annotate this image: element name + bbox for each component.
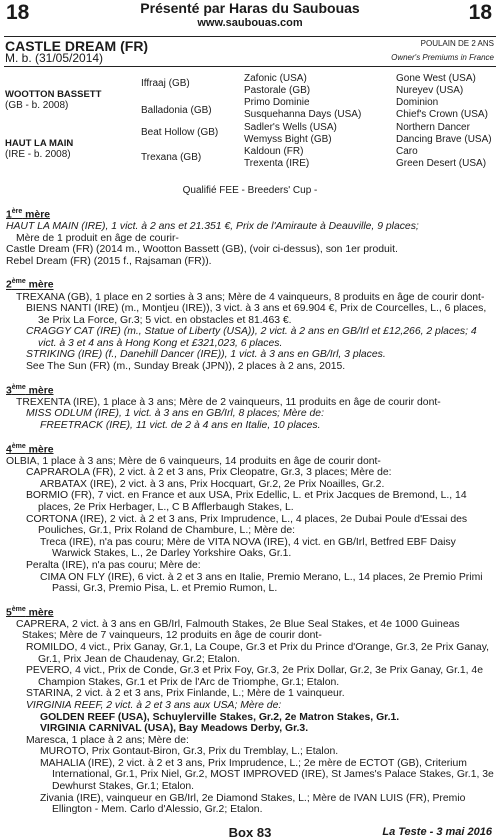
pedigree-gen4-3: Dominion (396, 97, 439, 108)
mere2-line-3: CRAGGY CAT (IRE) (m., Statue of Liberty (USA)), 2 vict. à 2 ans en GB/Irl et £12,266, 2 places; 4 vict. à 3 et 4 ans à Hong Kong et £321,023, 6 places. (26, 326, 477, 349)
section-mere-4: 4ème mère (6, 442, 54, 455)
mere5-line-7: VIRGINIA CARNIVAL (USA), Bay Meadows Derby, Gr.3. (40, 723, 309, 735)
pedigree-gen4-4: Chief's Crown (USA) (396, 109, 488, 120)
mere5-line-6: GOLDEN REEF (USA), Schuylerville Stakes, Gr.2, 2e Matron Stakes, Gr.1. (40, 711, 400, 723)
pedigree-gen2-4: Trexana (GB) (141, 152, 202, 163)
dam-name: HAUT LA MAIN (5, 138, 74, 149)
qualification-line: Qualifié FEE - Breeders' Cup - (182, 185, 318, 196)
mere4-line-5: CORTONA (IRE), 2 vict. à 2 et 3 ans, Prix Imprudence, L., 4 places, 2e Dubai Poule d'Essai des Pouliches, Gr.1, Prix Roland de Chambure, L.; Mère de: (26, 513, 468, 537)
header-rule (4, 36, 496, 37)
mere5-line-8: Maresca, 1 place à 2 ans; Mère de: (26, 734, 189, 746)
horse-name: CASTLE DREAM (FR) (5, 38, 149, 54)
mere4-line-7: Peralta (IRE), n'a pas couru; Mère de: (26, 559, 201, 571)
pedigree-gen3-4: Susquehanna Days (USA) (244, 109, 362, 120)
horse-owner-premiums: Owner's Premiums in France (391, 53, 494, 62)
mere1-line-4: Rebel Dream (FR) (2015 f., Rajsaman (FR)). (6, 255, 212, 267)
footer-box-number: Box 83 (228, 825, 272, 840)
mere5-line-4: STARINA, 2 vict. à 2 et 3 ans, Prix Finlande, L.; Mère de 1 vainqueur. (26, 688, 345, 700)
sire-name: WOOTTON BASSETT (5, 89, 102, 100)
mere4-line-4: BORMIO (FR), 7 vict. en France et aux USA, Prix Edellic, L. et Prix Jacques de Bremond, L., 14 places, 2e Prix Herbager, L., C B Afflerbaugh Stakes, L. (26, 490, 467, 513)
mere2-line-1: TREXANA (GB), 1 place en 2 sorties à 3 ans; Mère de 4 vainqueurs, 8 produits en âge de courir dont- (16, 291, 485, 303)
pedigree-gen2-1: Iffraaj (GB) (141, 78, 190, 89)
mere4-line-3: ARBATAX (IRE), 2 vict. à 3 ans, Prix Hocquart, Gr.2, 2e Prix Noailles, Gr.2. (40, 478, 385, 490)
section-mere-2: 2ème mère (6, 278, 54, 291)
presented-by: Présenté par Haras du Saubouas (140, 0, 360, 16)
lot-number-right: 18 (468, 1, 492, 24)
pedigree-gen4-7: Caro (396, 146, 418, 157)
mere1-line-1: HAUT LA MAIN (IRE), 1 vict. à 2 ans et 21.351 €, Prix de l'Amiraute à Deauville, 9 places; (6, 221, 419, 233)
sire-info: (GB - b. 2008) (5, 100, 69, 111)
dam-line-text (6, 206, 496, 816)
section-mere-5: 5ème mère (6, 605, 54, 619)
website-link[interactable]: www.saubouas.com (197, 17, 303, 29)
mere2-line-4: STRIKING (IRE) (f., Danehill Dancer (IRE)), 1 vict. à 3 ans en GB/Irl, 3 places. (26, 349, 386, 361)
mere2-line-2: BIENS NANTI (IRE) (m., Montjeu (IRE)), 3 vict. à 3 ans et 69.904 €, Prix de Courcelles, L., 6 places, 3e Prix La Force, Gr.3; 5 vict. en obstacles et 81.463 €. (26, 303, 487, 326)
mere4-line-8: CIMA ON FLY (IRE), 6 vict. à 2 et 3 ans en Italie, Premio Merano, L., 14 places, 2e Premio Primi Passi, Gr.3, Premio Pisa, L. et Premio Rumon, L. (40, 571, 483, 595)
mere5-line-11: Zivania (IRE), vainqueur en GB/Irl, 2e Diamond Stakes, L.; Mère de IVAN LUIS (FR), Premio Ellington - Mem. Carlo d'Alessio, Gr.2; Etalon. (40, 792, 466, 816)
pedigree-gen3-2: Pastorale (GB) (244, 85, 311, 96)
mere1-line-2: Mère de 1 produit en âge de courir- (16, 232, 179, 244)
pedigree-gen3-6: Wemyss Bight (GB) (244, 134, 332, 145)
pedigree-gen4-5: Northern Dancer (396, 122, 470, 133)
lot-number-left: 18 (6, 1, 30, 24)
mere3-line-2: MISS ODLUM (IRE), 1 vict. à 3 ans en GB/Irl, 8 places; Mère de: (26, 408, 324, 420)
mere5-line-1: CAPRERA, 2 vict. à 3 ans en GB/Irl, Falmouth Stakes, 2e Blue Seal Stakes, et 4e 1000 Guineas Stakes; Mère de 7 vainqueurs, 12 produits en âge de courir dont- (16, 618, 460, 642)
mere4-line-6: Treca (IRE), n'a pas couru; Mère de VITA NOVA (IRE), 4 vict. en GB/Irl, Betfred EBF Daisy Warwick Stakes, L., 2e Darley Yorkshire Oaks, Gr.1. (40, 536, 456, 560)
pedigree-gen4-6: Dancing Brave (USA) (396, 134, 492, 145)
pedigree-gen2-3: Beat Hollow (GB) (141, 127, 219, 138)
mere4-line-1: OLBIA, 1 place à 3 ans; Mère de 6 vainqueurs, 14 produits en âge de courir dont- (6, 455, 381, 467)
mere3-line-1: TREXENTA (IRE), 1 place à 3 ans; Mère de 2 vainqueurs, 11 produits en âge de courir dont- (16, 396, 441, 408)
pedigree-gen3-1: Zafonic (USA) (244, 73, 307, 84)
pedigree-gen4-1: Gone West (USA) (396, 73, 476, 84)
pedigree-rule (4, 66, 496, 67)
pedigree-gen3-8: Trexenta (IRE) (244, 158, 310, 169)
mere4-line-2: CAPRAROLA (FR), 2 vict. à 2 et 3 ans, Prix Cleopatre, Gr.3, 3 places; Mère de: (26, 467, 392, 479)
dam-info: (IRE - b. 2008) (5, 149, 71, 160)
mere1-line-3: Castle Dream (FR) (2014 m., Wootton Bassett (GB), (voir ci-dessus), son 1er produit. (6, 244, 398, 256)
footer-sale-date: La Teste - 3 mai 2016 (382, 826, 492, 838)
pedigree-gen4-8: Green Desert (USA) (396, 158, 487, 169)
mere5-line-2: ROMILDO, 4 vict., Prix Ganay, Gr.1, La Coupe, Gr.3 et Prix du Prince d'Orange, Gr.3, 2e Prix Ganay, Gr.1, Prix Jean de Chaudenay, Gr.2; Etalon. (26, 641, 490, 665)
mere2-line-5: See The Sun (FR) (m., Sunday Break (JPN)), 2 places à 2 ans, 2015. (26, 361, 346, 373)
pedigree-gen2-2: Balladonia (GB) (141, 105, 212, 116)
section-mere-3: 3ème mère (6, 383, 54, 397)
mere5-line-5: VIRGINIA REEF, 2 vict. à 2 et 3 ans aux USA; Mère de: (26, 699, 282, 711)
pedigree-gen3-3: Primo Dominie (244, 97, 310, 108)
pedigree-gen3-7: Kaldoun (FR) (244, 146, 304, 157)
section-mere-1: 1ère mère (6, 208, 51, 221)
mere3-line-3: FREETRACK (IRE), 11 vict. de 2 à 4 ans en Italie, 10 places. (40, 419, 321, 431)
mere5-line-3: PEVERO, 4 vict., Prix de Conde, Gr.3 et Prix Foy, Gr.3, 2e Prix Dollar, Gr.2, 3e Prix Ganay, Gr.1, 4e Champion Stakes, Gr.1 et Prix de l'Arc de Triomphe, Gr.1; Etalon. (26, 665, 483, 688)
pedigree-gen3-5: Sadler's Wells (USA) (244, 122, 337, 133)
horse-coat-birth: M. b. (31/05/2014) (5, 51, 104, 65)
pedigree-gen4-2: Nureyev (USA) (396, 85, 464, 96)
horse-kind: POULAIN DE 2 ANS (420, 39, 494, 48)
mere5-line-9: MUROTO, Prix Gontaut-Biron, Gr.3, Prix du Tremblay, L.; Etalon. (40, 746, 339, 758)
mere5-line-10: MAHALIA (IRE), 2 vict. à 2 et 3 ans, Prix Imprudence, L.; 2e mère de ECTOT (GB), Criterium International, Gr.1, Prix Niel, Gr.2, MOST IMPROVED (IRE), St James's Palace Stakes, Gr.1, 3e Dewhurst Stakes, Gr.1; Etalon. (40, 757, 494, 793)
